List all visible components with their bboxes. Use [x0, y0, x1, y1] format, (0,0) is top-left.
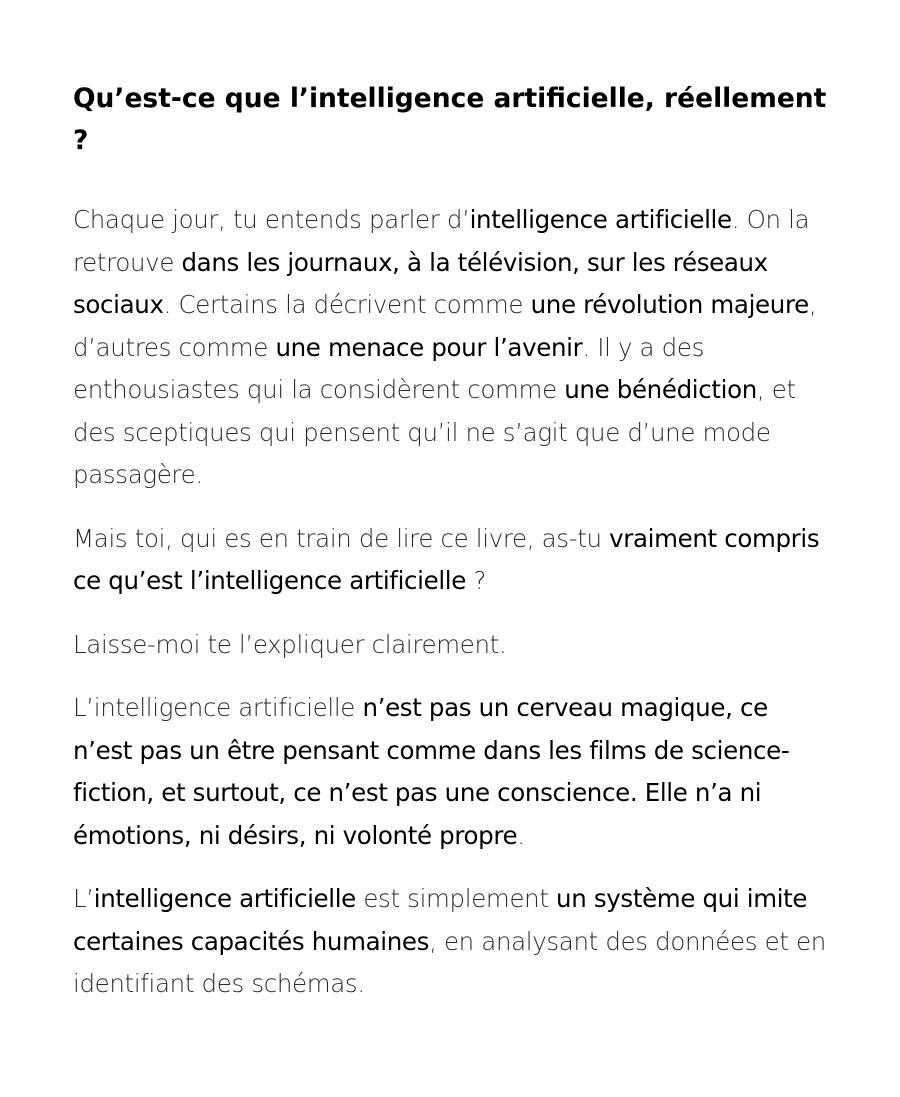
- body-paragraph: [73, 878, 833, 1006]
- section-title: Qu’est-ce que l’intelligence artificielle, réellement ?: [73, 83, 827, 156]
- body-paragraph: [73, 199, 833, 497]
- document-page: [73, 78, 833, 1027]
- paragraph-text: .: [517, 820, 525, 850]
- emphasized-text: une bénédiction: [564, 375, 757, 404]
- paragraph-text: Mais toi, qui es en train de lire ce livre, as-tu: [73, 523, 610, 553]
- emphasized-text: un système qui imite certaines capacités humaines: [73, 884, 808, 956]
- paragraph-text: . On la retrouve: [73, 205, 810, 277]
- body-paragraph: [73, 687, 833, 857]
- emphasized-text: une menace pour l’avenir: [275, 332, 583, 362]
- body-paragraph: [73, 624, 833, 667]
- paragraph-text: ?: [465, 566, 487, 595]
- paragraph-text: . Il y a des enthousiastes qui la considèrent comme: [73, 332, 704, 404]
- paragraph-text: Chaque jour, tu entends parler d’: [73, 205, 470, 234]
- emphasized-text: intelligence artificielle: [469, 205, 732, 234]
- paragraph-text: est simplement: [355, 884, 557, 913]
- emphasized-text: une révolution majeure: [530, 290, 809, 319]
- paragraph-text: L’intelligence artificielle: [73, 693, 363, 722]
- emphasized-text: dans les journaux, à la télévision, sur les réseaux sociaux: [73, 247, 768, 319]
- body-text: [73, 199, 833, 1006]
- paragraph-text: L’: [73, 884, 94, 913]
- emphasized-text: intelligence artificielle: [93, 884, 356, 913]
- body-paragraph: [73, 518, 833, 603]
- paragraph-text: . Certains la décrivent comme: [163, 290, 531, 319]
- emphasized-text: vraiment compris ce qu’est l’intelligence artificielle: [73, 523, 820, 595]
- emphasized-text: n’est pas un cerveau magique, ce n’est pas un être pensant comme dans les films de science-fiction, et surtout, ce n’est pas une conscience. Elle n’a ni émotions, ni désirs, ni volonté propre: [73, 693, 790, 850]
- paragraph-text: , d’autres comme: [73, 290, 817, 362]
- paragraph-text: , en analysant des données et en identifiant des schémas.: [73, 926, 826, 998]
- paragraph-text: Laisse-moi te l’expliquer clairement.: [73, 629, 507, 659]
- paragraph-text: , et des sceptiques qui pensent qu’il ne s’agit que d’une mode passagère.: [73, 375, 796, 489]
